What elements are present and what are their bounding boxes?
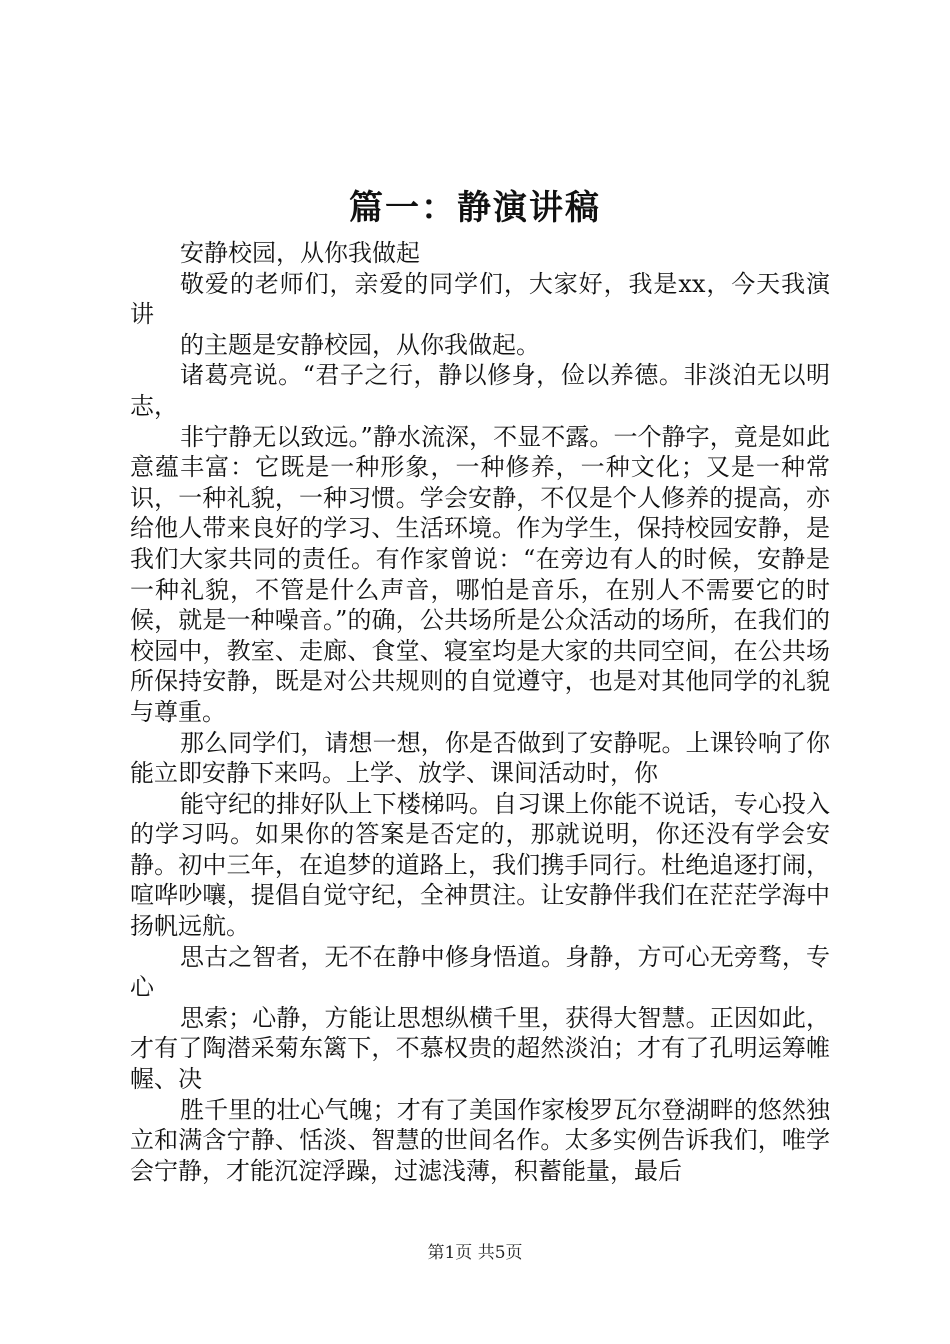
page-footer: 第1页 共5页 <box>427 1243 523 1263</box>
document-title: 篇一：静演讲稿 <box>349 188 601 228</box>
paragraph: 思古之智者，无不在静中修身悟道。身静，方可心无旁骛，专心 <box>130 942 830 1002</box>
paragraph: 能守纪的排好队上下楼梯吗。自习课上你能不说话，专心投入的学习吗。如果你的答案是否定的，那就说明，你还没有学会安静。初中三年，在追梦的道路上，我们携手同行。杜绝追逐打闹，喧哗吵嚷，提倡自觉守纪，全神贯注。让安静伴我们在茫茫学海中扬帆远航。 <box>130 789 830 941</box>
paragraph: 安静校园，从你我做起 <box>180 239 420 267</box>
paragraph: 非宁静无以致远。”静水流深，不显不露。一个静字，竟是如此意蕴丰富：它既是一种形象，一种修养，一种文化；又是一种常识，一种礼貌，一种习惯。学会安静，不仅是个人修养的提高，亦给他人带来良好的学习、生活环境。作为学生，保持校园安静，是我们大家共同的责任。有作家曾说：“在旁边有人的时候，安静是一种礼貌，不管是什么声音，哪怕是音乐，在别人不需要它的时候，就是一种噪音。”的确，公共场所是公众活动的场所，在我们的校园中，教室、走廊、食堂、寝室均是大家的共同空间，在公共场所保持安静，既是对公共规则的自觉遵守，也是对其他同学的礼貌与尊重。 <box>130 422 830 726</box>
document-body <box>130 238 830 1186</box>
paragraph: 思索；心静，方能让思想纵横千里，获得大智慧。正因如此，才有了陶潜采菊东篱下，不慕权贵的超然淡泊；才有了孔明运筹帷幄、决 <box>130 1003 830 1094</box>
paragraph: 诸葛亮说。“君子之行，静以修身，俭以养德。非淡泊无以明志， <box>130 361 830 420</box>
paragraph: 那么同学们，请想一想，你是否做到了安静呢。上课铃响了你能立即安静下来吗。上学、放学、课间活动时，你 <box>130 728 830 788</box>
paragraph: 胜千里的壮心气魄；才有了美国作家梭罗瓦尔登湖畔的悠然独立和满含宁静、恬淡、智慧的世间名作。太多实例告诉我们，唯学会宁静，才能沉淀浮躁，过滤浅薄，积蓄能量，最后 <box>130 1095 830 1185</box>
paragraph: 的主题是安静校园，从你我做起。 <box>180 330 540 359</box>
paragraph: 敬爱的老师们，亲爱的同学们，大家好，我是xx，今天我演讲 <box>130 269 830 329</box>
